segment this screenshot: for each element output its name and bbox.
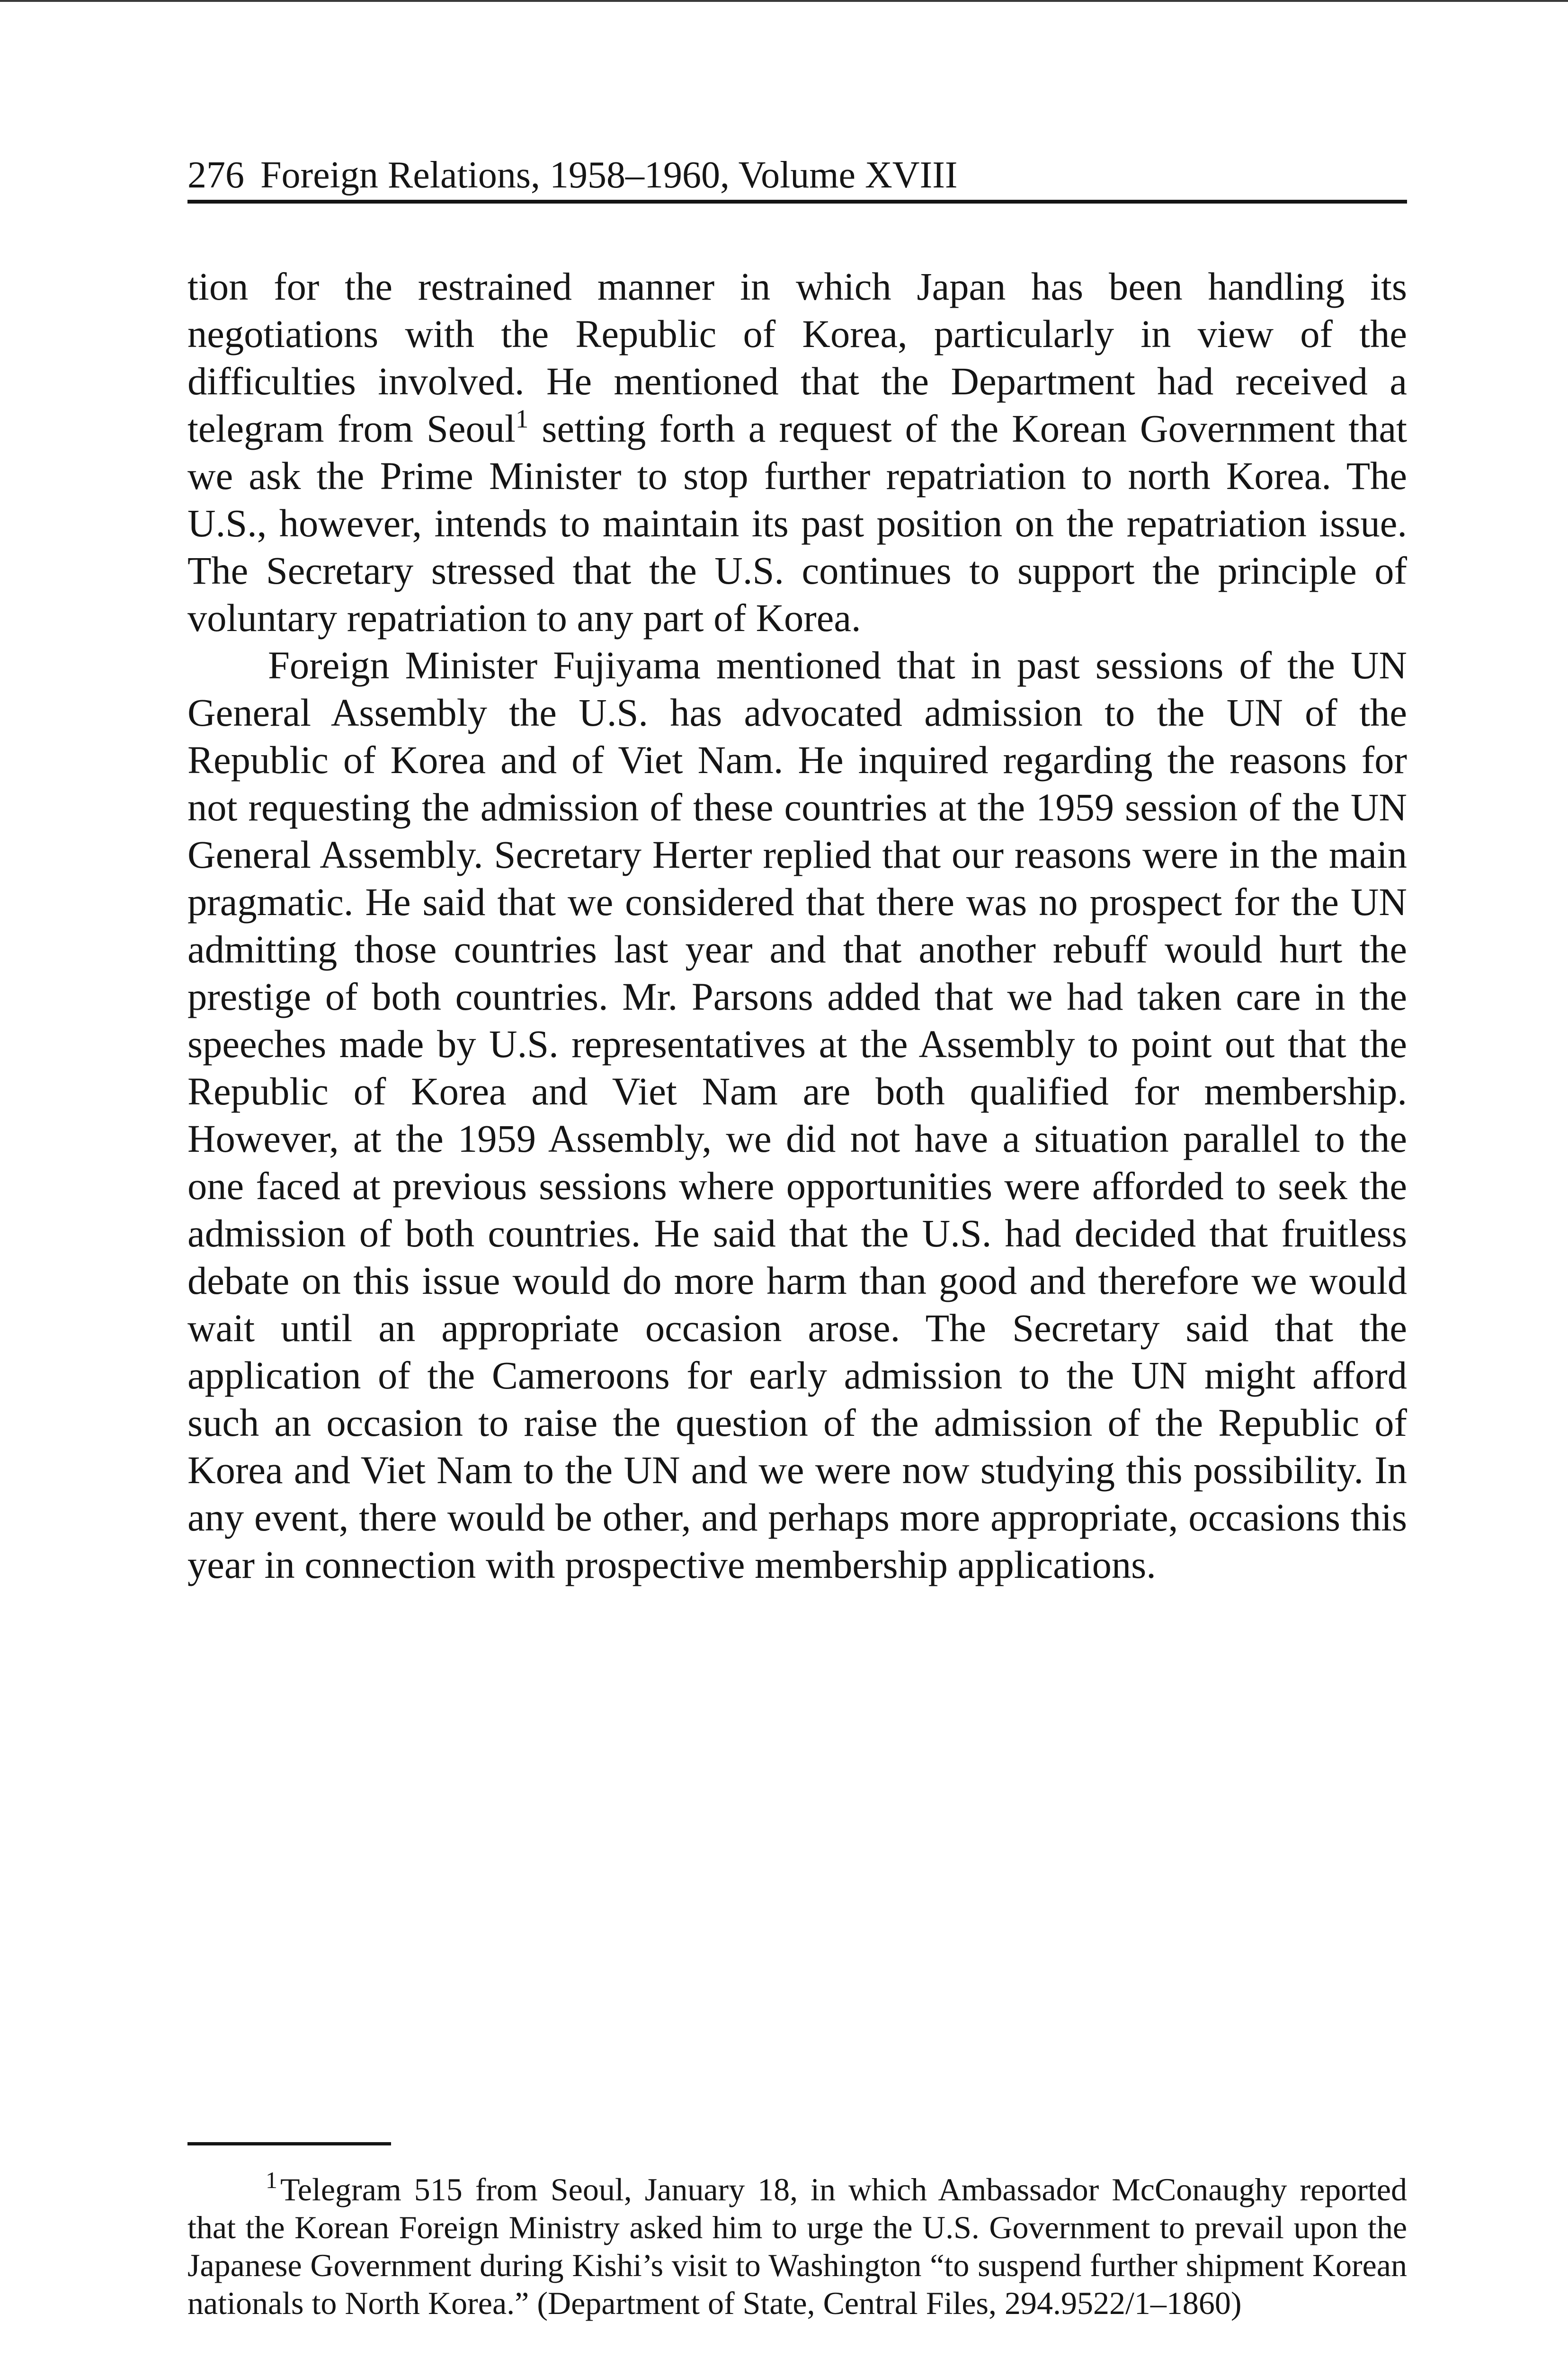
running-title: Foreign Relations, 1958–1960, Volume XVIII — [260, 154, 958, 196]
running-header — [187, 142, 1407, 204]
footnote-1 — [187, 2167, 1407, 2322]
paragraph-2: Foreign Minister Fujiyama mentioned that in past sessions of the UN General Assembly the U.S. has advocated admission to the UN of the Republic of Korea and of Viet Nam. He inquired regarding the reasons for not requesting the admission of these countries at the 1959 session of the UN General Assembly. Secretary Herter replied that our reasons were in the main pragmatic. He said that we considered that there was no prospect for the UN admitting those countries last year and that another rebuff would hurt the prestige of both countries. Mr. Parsons added that we had taken care in the speeches made by U.S. representatives at the Assembly to point out that the Republic of Korea and Viet Nam are both qualified for membership. However, at the 1959 Assembly, we did not have a situation parallel to the one faced at previous sessions where opportunities were afforded to seek the admission of both countries. He said that the U.S. had decided that fruitless debate on this issue would do more harm than good and therefore we would wait until an appropriate occasion arose. The Secretary said that the application of the Cameroons for early admission to the UN might afford such an occasion to raise the question of the admission of the Republic of Korea and Viet Nam to the UN and we were now studying this possibility. In any event, there would be other, and perhaps more appropriate, occasions this year in connection with prospective membership applications. — [187, 643, 1407, 1586]
footnote-marker: 1 — [266, 2167, 277, 2193]
paragraph-1-continuation: setting forth a request of the Korean Government that we ask the Prime Minister to stop further repatriation to north Korea. The U.S., however, intends to maintain its past position on the repatriation issue. The Secretary stressed that the U.S. continues to support the principle of voluntary repatriation to any part of Korea. — [187, 407, 1407, 640]
footnote-reference[interactable]: 1 — [515, 404, 529, 433]
page-number: 276 — [187, 154, 244, 196]
main-text — [187, 263, 1407, 1588]
footnote — [187, 2167, 1407, 2322]
footnote-divider — [187, 2142, 391, 2145]
paragraph-1-text: tion for the restrained manner in which Japan has been handling its negotiations with the Republic of Korea, particularly in view of the difficulties involved. He mentioned that the Department had received a telegram from Seoul — [187, 265, 1407, 450]
paragraph-1 — [187, 263, 1407, 641]
scan-top-edge — [0, 0, 1568, 2]
footnote-text: Telegram 515 from Seoul, January 18, in which Ambassador McConaughy reported that the Korean Foreign Ministry asked him to urge the U.S. Government to prevail upon the Japanese Government during Kishi’s visit to Washington “to suspend further shipment Korean nationals to North Korea.” (Department of State, Central Files, 294.9522/1–1860) — [187, 2171, 1407, 2321]
